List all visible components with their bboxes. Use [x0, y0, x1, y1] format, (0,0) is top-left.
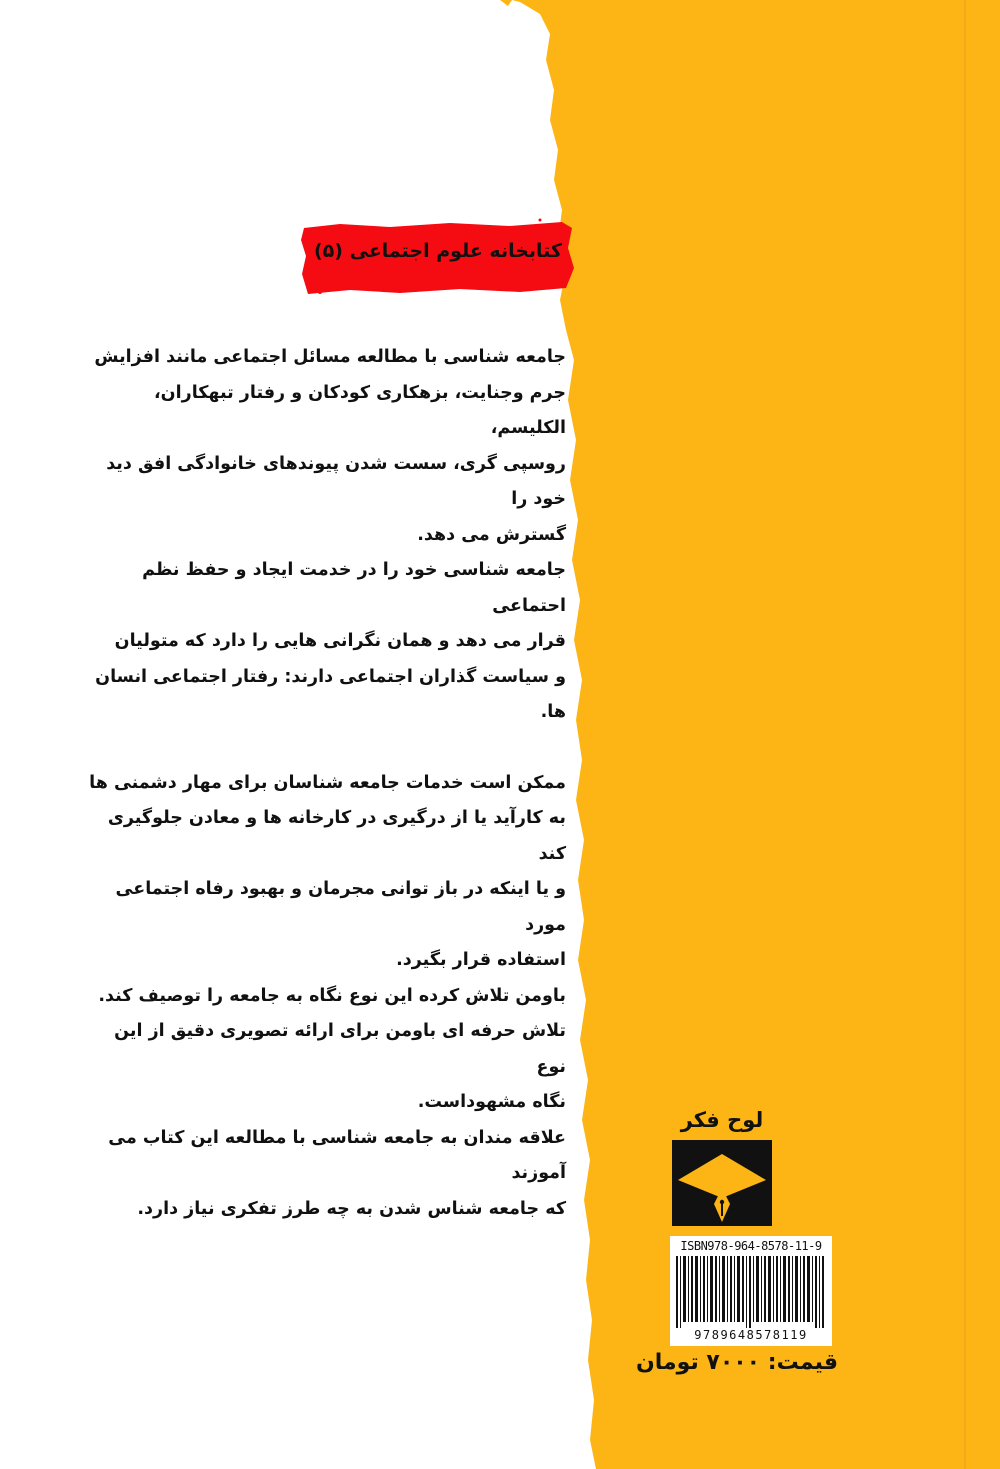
text-line: به کارآید یا از درگیری در کارخانه ها و معادن جلوگیری کند — [107, 808, 566, 864]
text-line: جامعه شناسی با مطالعه مسائل اجتماعی مانند افزایش — [94, 347, 566, 367]
publisher-name: لوح فکر — [680, 1108, 764, 1132]
text-line: علاقه مندان به جامعه شناسی با مطالعه این کتاب می آموزند — [108, 1127, 566, 1183]
isbn-number: ISBN978-964-8578-11-9 — [680, 1239, 822, 1253]
text-line: نگاه مشهوداست. — [417, 1092, 566, 1112]
publisher-logo-icon — [672, 1140, 772, 1226]
text-line: روسپی گری، سست شدن پیوندهای خانوادگی افق دید خود را — [106, 453, 566, 509]
text-line: تلاش حرفه ای باومن برای ارائه تصویری دقیق از این نوع — [114, 1021, 566, 1077]
text-line: گسترش می دهد. — [417, 524, 566, 545]
description-paragraph-2 — [80, 553, 566, 731]
isbn-barcode — [670, 1236, 832, 1346]
text-line: باومن تلاش کرده این نوع نگاه به جامعه را توصیف کند. — [98, 985, 566, 1006]
text-line: استفاده قرار بگیرد. — [396, 950, 566, 970]
back-cover-description — [80, 340, 566, 1227]
text-line: قرار می دهد و همان نگرانی هایی را دارد که متولیان — [114, 631, 566, 651]
price-label: قیمت: ۷۰۰۰ تومان — [636, 1350, 838, 1375]
text-line: که جامعه شناس شدن به چه طرز تفکری نیاز دارد. — [137, 1198, 566, 1219]
text-line: و سیاست گذاران اجتماعی دارند: رفتار اجتماعی انسان ها. — [95, 666, 566, 722]
barcode-digits: 9789648578119 — [694, 1328, 808, 1342]
description-paragraph-4 — [80, 979, 566, 1121]
text-line: و یا اینکه در باز توانی مجرمان و بهبود رفاه اجتماعی مورد — [115, 879, 566, 935]
series-title: کتابخانه علوم اجتماعی (۵) — [314, 240, 562, 262]
text-line: جرم وجنایت، بزهکاری کودکان و رفتار تبهکاران، الکلیسم، — [154, 382, 566, 438]
series-banner — [300, 218, 576, 296]
text-line: ممکن است خدمات جامعه شناسان برای مهار دشمنی ها — [89, 772, 566, 793]
description-paragraph-5 — [80, 1121, 566, 1228]
barcode-bars-icon — [676, 1256, 826, 1328]
description-paragraph-1 — [80, 340, 566, 553]
description-paragraph-3 — [80, 766, 566, 979]
text-line: جامعه شناسی خود را در خدمت ایجاد و حفظ نظم احتماعی — [142, 560, 566, 616]
